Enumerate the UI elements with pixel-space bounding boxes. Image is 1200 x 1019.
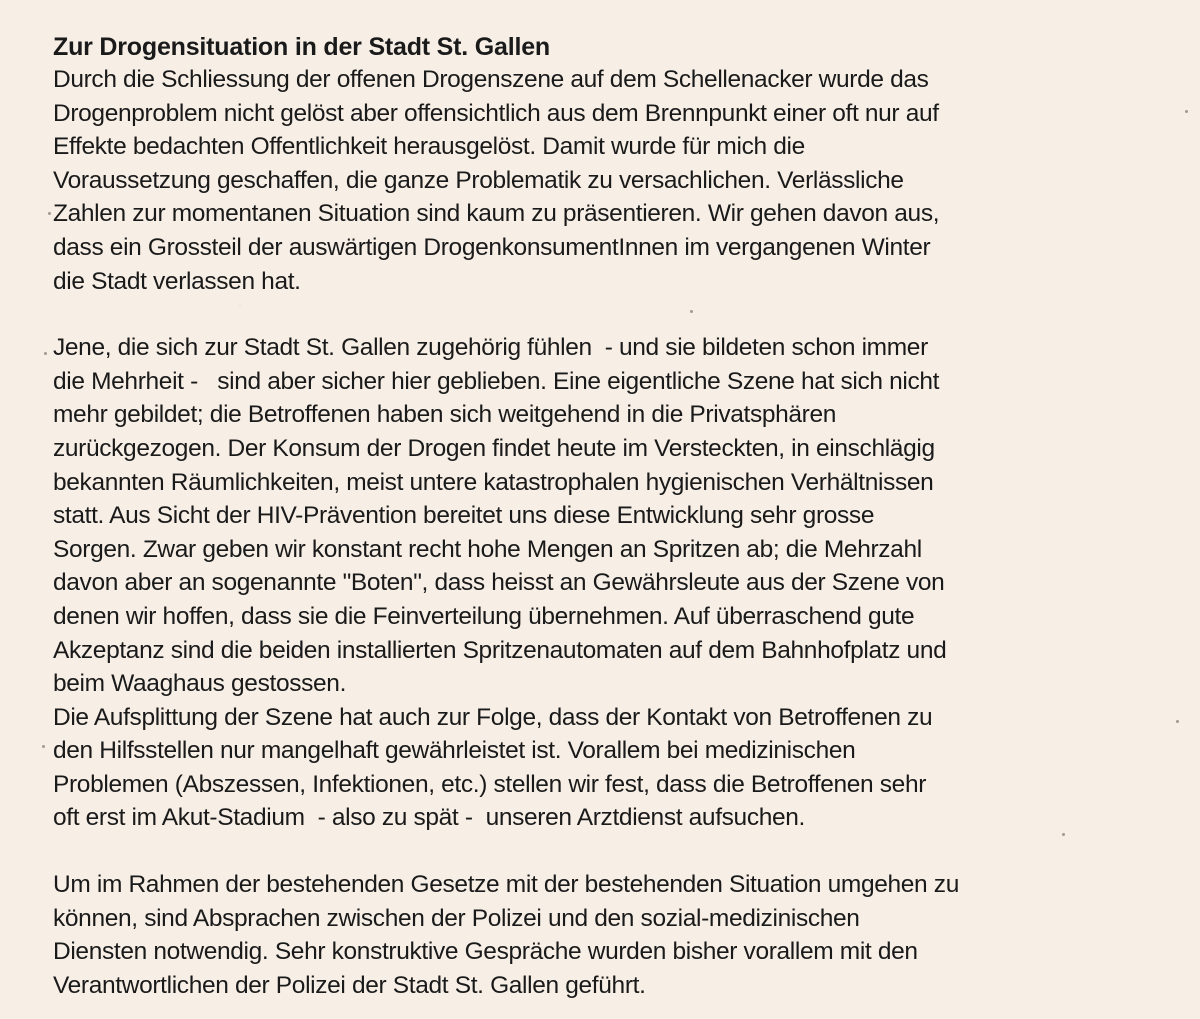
paragraph-1 (53, 63, 1163, 298)
text-line: Diensten notwendig. Sehr konstruktive Gespräche wurden bisher vorallem mit den (53, 938, 918, 966)
text-line: denen wir hoffen, dass sie die Feinverteilung übernehmen. Auf überraschend gute (53, 602, 915, 630)
scan-speck (48, 212, 51, 215)
text-line: mehr gebildet; die Betroffenen haben sich weitgehend in die Privatsphären (53, 401, 837, 429)
text-line: statt. Aus Sicht der HIV-Prävention bereitet uns diese Entwicklung sehr grosse (53, 502, 875, 530)
text-line: beim Waaghaus gestossen. (53, 670, 347, 698)
text-line: Die Aufsplittung der Szene hat auch zur Folge, dass der Kontakt von Betroffenen zu (53, 703, 933, 731)
scan-speck (1176, 720, 1179, 723)
text-line: Um im Rahmen der bestehenden Gesetze mit der bestehenden Situation umgehen zu (53, 871, 959, 899)
text-line: oft erst im Akut-Stadium - also zu spät - unseren Arztdienst aufsuchen. (53, 804, 806, 832)
document-body (53, 31, 1163, 1002)
text-line: Effekte bedachten Offentlichkeit herausgelöst. Damit wurde für mich die (53, 133, 805, 161)
paragraph-4 (53, 868, 1163, 1002)
text-line: können, sind Absprachen zwischen der Polizei und den sozial-medizinischen (53, 904, 860, 932)
text-line: Zahlen zur momentanen Situation sind kaum zu präsentieren. Wir gehen davon aus, (53, 200, 940, 228)
text-line: die Mehrheit - sind aber sicher hier geblieben. Eine eigentliche Szene hat sich nicht (53, 367, 940, 395)
paragraph-2 (53, 331, 1163, 701)
text-line: Durch die Schliessung der offenen Drogenszene auf dem Schellenacker wurde das (53, 66, 929, 93)
scan-speck (1185, 110, 1188, 113)
text-line: Akzeptanz sind die beiden installierten Spritzenautomaten auf dem Bahnhofplatz und (53, 636, 947, 664)
text-line: die Stadt verlassen hat. (53, 267, 301, 295)
text-line: Verantwortlichen der Polizei der Stadt St. Gallen geführt. (53, 971, 646, 999)
text-line: Problemen (Abszessen, Infektionen, etc.) stellen wir fest, dass die Betroffenen sehr (53, 770, 927, 798)
scan-speck (42, 745, 45, 748)
paragraph-gap (53, 298, 1163, 331)
text-line: dass ein Grossteil der auswärtigen DrogenkonsumentInnen im vergangenen Winter (53, 233, 931, 261)
text-line: Voraussetzung geschaffen, die ganze Problematik zu versachlichen. Verlässliche (53, 166, 904, 194)
text-line: bekannten Räumlichkeiten, meist untere katastrophalen hygienischen Verhältnissen (53, 468, 934, 496)
text-line: zurückgezogen. Der Konsum der Drogen findet heute im Versteckten, in einschlägig (53, 434, 935, 462)
document-title: Zur Drogensituation in der Stadt St. Gallen (53, 33, 550, 61)
text-line: den Hilfsstellen nur mangelhaft gewährleistet ist. Vorallem bei medizinischen (53, 737, 856, 765)
text-line: davon aber an sogenannte "Boten", dass heisst an Gewährsleute aus der Szene von (53, 569, 945, 597)
text-line: Drogenproblem nicht gelöst aber offensichtlich aus dem Brennpunkt einer oft nur auf (53, 99, 939, 127)
text-line: Sorgen. Zwar geben wir konstant recht hohe Mengen an Spritzen ab; die Mehrzahl (53, 535, 922, 563)
text-line: Jene, die sich zur Stadt St. Gallen zugehörig fühlen - und sie bildeten schon immer (53, 334, 928, 362)
scan-speck (44, 352, 47, 355)
paragraph-3 (53, 701, 1163, 835)
paragraph-gap (53, 835, 1163, 868)
